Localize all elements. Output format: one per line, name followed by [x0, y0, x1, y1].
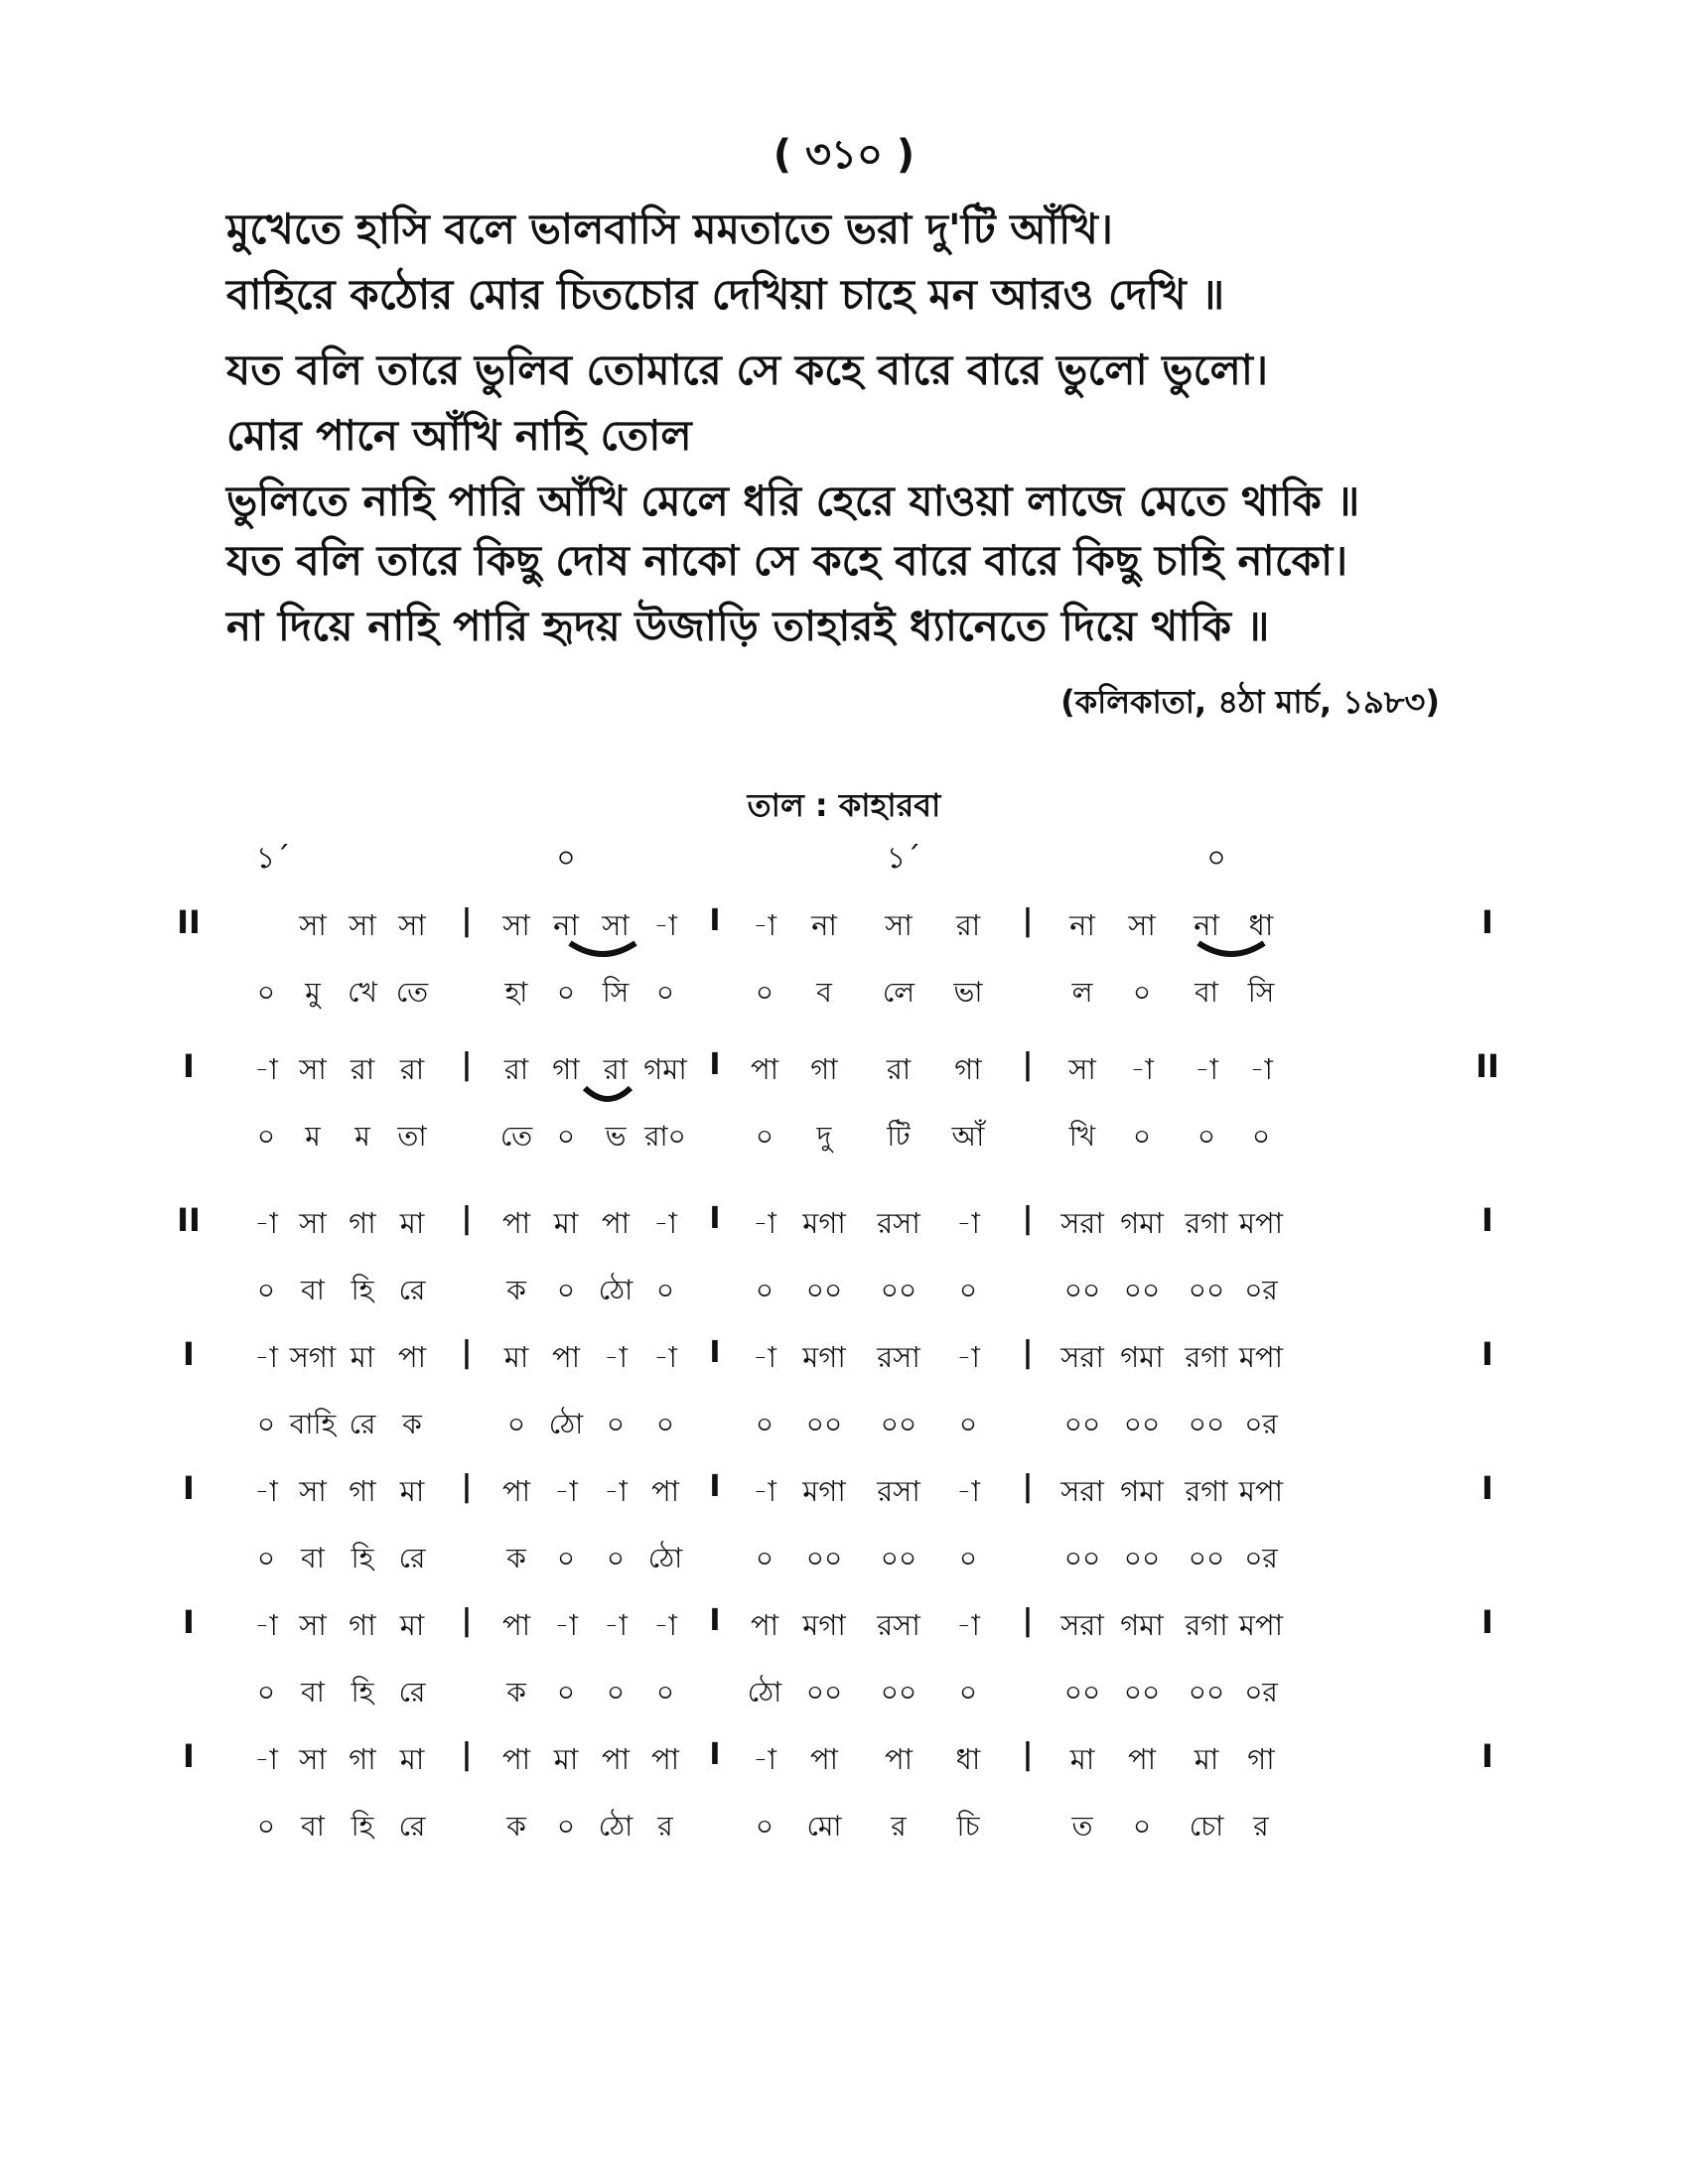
swara-note: গমা — [1120, 1206, 1164, 1240]
swara-note: সা — [1128, 908, 1156, 942]
row-start-bar: I — [183, 1603, 195, 1641]
swara-note: রসা — [877, 1608, 920, 1642]
lyric-syllable: ০ — [606, 1542, 626, 1574]
swara-note: ধা — [955, 1742, 981, 1776]
lyric-syllable: ক — [506, 1274, 526, 1306]
poem-line: বাহিরে কঠোর মোর চিতচোর দেখিয়া চাহে মন আরও দেখি ॥ — [226, 270, 1225, 319]
lyric-syllable: ঠো — [598, 1810, 633, 1843]
lyric-syllable: ০ — [755, 1274, 774, 1306]
lyric-syllable: র — [657, 1810, 673, 1843]
swara-note: গা — [1247, 1742, 1275, 1776]
lyric-syllable: আঁ — [951, 1120, 985, 1153]
swara-note: সা — [299, 908, 327, 942]
lyric-syllable: ০০ — [880, 1542, 917, 1574]
lyric-syllable: ব — [816, 976, 832, 1009]
swara-note: না — [811, 908, 837, 942]
lyric-syllable: ০ — [1196, 1120, 1216, 1153]
lyric-syllable: ০ — [256, 1120, 276, 1153]
lyric-syllable: চি — [956, 1810, 980, 1843]
bar-line: | — [461, 903, 473, 938]
lyric-syllable: ক — [506, 1676, 526, 1708]
lyric-syllable: ০র — [1244, 1274, 1278, 1306]
page-number: ( ৩১০ ) — [773, 132, 915, 178]
lyric-syllable: ০র — [1244, 1408, 1278, 1440]
bar-line: | — [1022, 1603, 1034, 1638]
row-start-bar: I — [183, 1047, 195, 1085]
swara-note: -া — [753, 908, 776, 942]
swara-note: গা — [349, 1742, 376, 1776]
swara-note: সগা — [289, 1340, 337, 1374]
lyric-syllable: ০০ — [805, 1408, 843, 1440]
swara-note: গা — [349, 1608, 376, 1642]
tala-heading: তাল : কাহারবা — [747, 786, 941, 824]
bar-line: I — [709, 1469, 721, 1504]
swara-note: সা — [502, 908, 530, 942]
swara-note: পা — [750, 1052, 779, 1086]
swara-note: -া — [604, 1340, 628, 1374]
lyric-syllable: ০ — [1132, 1810, 1152, 1843]
lyric-syllable: দু — [816, 1120, 832, 1153]
bar-line: | — [1022, 1047, 1034, 1082]
lyric-syllable: ০ — [958, 1274, 978, 1306]
poem-line: যত বলি তারে ভুলিব তোমারে সে কহে বারে বারে ভুলো ভুলো। — [226, 345, 1268, 394]
swara-note: -া — [1130, 1052, 1154, 1086]
lyric-syllable: মু — [305, 976, 321, 1009]
lyric-syllable: ০ — [506, 1408, 526, 1440]
lyric-syllable: ০০ — [1188, 1542, 1225, 1574]
lyric-syllable: ০০ — [880, 1676, 917, 1708]
row-end-bar: I — [1481, 1201, 1493, 1239]
swara-note: গমা — [1120, 1474, 1164, 1508]
swara-note: রা — [603, 1052, 629, 1086]
lyric-syllable: হি — [351, 1810, 374, 1843]
lyric-syllable: হা — [504, 976, 528, 1009]
bar-line: | — [1022, 1469, 1034, 1504]
lyric-syllable: রে — [398, 1810, 426, 1843]
lyric-syllable: ০০ — [1063, 1408, 1101, 1440]
slur-mark — [568, 939, 637, 963]
swara-note: পা — [601, 1206, 631, 1240]
lyric-syllable: খি — [1068, 1120, 1096, 1153]
lyric-syllable: তে — [395, 976, 429, 1009]
swara-note: পা — [501, 1608, 531, 1642]
swara-note: পা — [750, 1608, 779, 1642]
lyric-syllable: তে — [499, 1120, 533, 1153]
bar-line: | — [1022, 1335, 1034, 1370]
lyric-syllable: ০ — [556, 1810, 576, 1843]
swara-note: -া — [956, 1608, 980, 1642]
swara-note: -া — [554, 1474, 578, 1508]
lyric-syllable: ০ — [1132, 976, 1152, 1009]
bar-line: I — [709, 1603, 721, 1638]
swara-note: রা — [503, 1052, 529, 1086]
swara-note: রসা — [877, 1206, 920, 1240]
stanza-1 — [226, 197, 1497, 328]
notation-grid — [0, 834, 1688, 1985]
beat-marker: ১´ — [255, 841, 291, 876]
swara-note: -া — [554, 1608, 578, 1642]
bar-line: | — [461, 1047, 473, 1082]
lyric-syllable: ০০ — [1063, 1542, 1101, 1574]
swara-note: পা — [650, 1742, 680, 1776]
lyric-syllable: হি — [351, 1542, 374, 1574]
swara-note: -া — [653, 1340, 677, 1374]
row-start-bar: I — [183, 1335, 195, 1373]
swara-note: মা — [1069, 1742, 1095, 1776]
row-end-bar: I — [1481, 1603, 1493, 1641]
swara-note: না — [553, 908, 579, 942]
swara-note: মা — [399, 1206, 425, 1240]
swara-note: -া — [956, 1474, 980, 1508]
bar-line: | — [461, 1603, 473, 1638]
swara-note: -া — [254, 1608, 278, 1642]
lyric-syllable: ০০ — [805, 1676, 843, 1708]
row-end-bar: II — [1476, 1047, 1499, 1085]
lyric-syllable: ০ — [556, 1274, 576, 1306]
swara-note: সা — [602, 908, 630, 942]
lyric-syllable: ০০ — [805, 1274, 843, 1306]
swara-note: রগা — [1185, 1340, 1228, 1374]
swara-note: পা — [1127, 1742, 1157, 1776]
swara-note: মা — [553, 1742, 579, 1776]
lyric-syllable: ক — [402, 1408, 422, 1440]
bar-line: I — [709, 1737, 721, 1772]
swara-note: পা — [601, 1742, 631, 1776]
swara-note: রগা — [1185, 1608, 1228, 1642]
lyric-syllable: ০ — [958, 1408, 978, 1440]
swara-note: -া — [753, 1474, 776, 1508]
swara-note: রা — [886, 1052, 912, 1086]
stanza-3 — [226, 528, 1497, 659]
swara-note: না — [1194, 908, 1219, 942]
poem-line: মুখেতে হাসি বলে ভালবাসি মমতাতে ভরা দু'টি আঁখি। — [226, 205, 1113, 253]
swara-note: রসা — [877, 1340, 920, 1374]
swara-note: -া — [604, 1474, 628, 1508]
lyric-syllable: ০০ — [880, 1408, 917, 1440]
swara-note: মা — [399, 1742, 425, 1776]
swara-note: রসা — [877, 1474, 920, 1508]
swara-note: গমা — [1120, 1340, 1164, 1374]
swara-note: সরা — [1060, 1340, 1104, 1374]
lyric-syllable: বা — [301, 1810, 325, 1843]
swara-note: গা — [810, 1052, 838, 1086]
swara-note: পা — [551, 1340, 581, 1374]
swara-note: সরা — [1060, 1608, 1104, 1642]
lyric-syllable: ০ — [655, 1408, 675, 1440]
swara-note: পা — [501, 1742, 531, 1776]
lyric-syllable: ০০ — [805, 1542, 843, 1574]
bar-line: | — [461, 1335, 473, 1370]
lyric-syllable: বা — [1195, 976, 1218, 1009]
lyric-syllable: ০ — [655, 976, 675, 1009]
swara-note: গা — [954, 1052, 982, 1086]
lyric-syllable: ০ — [755, 976, 774, 1009]
lyric-syllable: ০ — [755, 1120, 774, 1153]
lyric-syllable: ০ — [755, 1408, 774, 1440]
lyric-syllable: বা — [301, 1542, 325, 1574]
lyric-syllable: রে — [398, 1676, 426, 1708]
swara-note: মগা — [802, 1206, 846, 1240]
lyric-syllable: ০ — [958, 1542, 978, 1574]
slur-mark — [583, 1084, 633, 1108]
swara-note: মা — [1194, 1742, 1219, 1776]
swara-note: -া — [254, 1052, 278, 1086]
lyric-syllable: ঠো — [598, 1274, 633, 1306]
lyric-syllable: ঠো — [747, 1676, 782, 1708]
bar-line: I — [709, 1335, 721, 1370]
row-end-bar: I — [1481, 1737, 1493, 1775]
bar-line: | — [1022, 903, 1034, 938]
swara-note: সা — [299, 1608, 327, 1642]
swara-note: পা — [397, 1340, 427, 1374]
row-end-bar: I — [1481, 1335, 1493, 1373]
swara-note: মপা — [1238, 1206, 1284, 1240]
swara-note: ধা — [1248, 908, 1274, 942]
bar-line: | — [1022, 1737, 1034, 1772]
lyric-syllable: বাহি — [289, 1408, 337, 1440]
lyric-syllable: তা — [397, 1120, 427, 1153]
swara-note: -া — [753, 1206, 776, 1240]
swara-note: সা — [349, 908, 376, 942]
poem-line: যত বলি তারে কিছু দোষ নাকো সে কহে বারে বারে কিছু চাহি নাকো। — [226, 536, 1348, 585]
swara-note: সরা — [1060, 1206, 1104, 1240]
slur-mark — [1196, 939, 1266, 963]
poem-line: ভুলিতে নাহি পারি আঁখি মেলে ধরি হেরে যাওয়া লাজে মেতে থাকি ॥ — [226, 477, 1360, 525]
swara-note: -া — [956, 1206, 980, 1240]
swara-note: গা — [349, 1474, 376, 1508]
signature: (কলিকাতা, ৪ঠা মার্চ, ১৯৮৩) — [1060, 683, 1440, 721]
lyric-syllable: ০০ — [1188, 1274, 1225, 1306]
swara-note: সা — [885, 908, 913, 942]
lyric-syllable: ০ — [556, 1676, 576, 1708]
lyric-syllable: ০র — [1244, 1542, 1278, 1574]
row-start-bar: II — [177, 903, 201, 941]
lyric-syllable: ০০ — [1063, 1274, 1101, 1306]
swara-note: রগা — [1185, 1206, 1228, 1240]
bar-line: I — [709, 1047, 721, 1082]
lyric-syllable: ম — [305, 1120, 321, 1153]
row-start-bar: I — [183, 1469, 195, 1507]
swara-note: গা — [552, 1052, 580, 1086]
swara-note: -া — [254, 1206, 278, 1240]
swara-note: -া — [653, 1608, 677, 1642]
lyric-syllable: ঠো — [647, 1542, 683, 1574]
lyric-syllable: ল — [1071, 976, 1093, 1009]
lyric-syllable: হি — [351, 1676, 374, 1708]
lyric-syllable: টি — [887, 1120, 911, 1153]
lyric-syllable: ০০ — [1188, 1408, 1225, 1440]
swara-note: মা — [503, 1340, 529, 1374]
swara-note: -া — [753, 1742, 776, 1776]
lyric-syllable: রা০ — [644, 1120, 686, 1153]
lyric-syllable: র — [1253, 1810, 1269, 1843]
swara-note: -া — [753, 1340, 776, 1374]
row-end-bar: I — [1481, 903, 1493, 941]
lyric-syllable: ০০ — [880, 1274, 917, 1306]
lyric-syllable: ০ — [606, 1408, 626, 1440]
lyric-syllable: ০০ — [1123, 1274, 1161, 1306]
swara-note: মপা — [1238, 1608, 1284, 1642]
lyric-syllable: ০ — [958, 1676, 978, 1708]
lyric-syllable: চো — [1189, 1810, 1224, 1843]
lyric-syllable: ০ — [1132, 1120, 1152, 1153]
lyric-syllable: ০ — [256, 1810, 276, 1843]
swara-note: পা — [884, 1742, 914, 1776]
lyric-syllable: ০ — [655, 1274, 675, 1306]
row-end-bar: I — [1481, 1469, 1493, 1507]
lyric-syllable: ০০ — [1123, 1542, 1161, 1574]
lyric-syllable: সি — [602, 976, 630, 1009]
poem-line: মোর পানে আঁখি নাহি তোল — [226, 411, 692, 460]
lyric-syllable: ০ — [556, 1542, 576, 1574]
swara-note: মপা — [1238, 1340, 1284, 1374]
lyric-syllable: ০ — [755, 1542, 774, 1574]
lyric-syllable: বা — [301, 1274, 325, 1306]
lyric-syllable: ০ — [1251, 1120, 1271, 1153]
lyric-syllable: ০র — [1244, 1676, 1278, 1708]
lyric-syllable: ঠো — [548, 1408, 584, 1440]
row-start-bar: I — [183, 1737, 195, 1775]
swara-note: -া — [653, 1206, 677, 1240]
swara-note: -া — [1249, 1052, 1273, 1086]
swara-note: রগা — [1185, 1474, 1228, 1508]
swara-note: সা — [299, 1474, 327, 1508]
swara-note: না — [1069, 908, 1095, 942]
swara-note: পা — [650, 1474, 680, 1508]
beat-marker: ০ — [1206, 841, 1226, 876]
swara-note: রা — [350, 1052, 375, 1086]
swara-note: -া — [254, 1474, 278, 1508]
lyric-syllable: মো — [806, 1810, 842, 1843]
lyric-syllable: ০ — [606, 1676, 626, 1708]
lyric-syllable: হি — [351, 1274, 374, 1306]
swara-note: সা — [1068, 1052, 1096, 1086]
swara-note: পা — [809, 1742, 839, 1776]
lyric-syllable: খে — [348, 976, 377, 1009]
swara-note: -া — [254, 1340, 278, 1374]
beat-marker: ০ — [556, 841, 576, 876]
beat-marker: ১´ — [886, 841, 921, 876]
lyric-syllable: ০ — [256, 1274, 276, 1306]
bar-line: | — [461, 1201, 473, 1236]
lyric-syllable: ০ — [755, 1810, 774, 1843]
swara-note: মা — [399, 1474, 425, 1508]
lyric-syllable: ত — [1071, 1810, 1093, 1843]
swara-note: পা — [501, 1206, 531, 1240]
lyric-syllable: ভা — [953, 976, 983, 1009]
swara-note: মা — [553, 1206, 579, 1240]
swara-note: গমা — [643, 1052, 687, 1086]
lyric-syllable: লে — [882, 976, 915, 1009]
bar-line: | — [461, 1737, 473, 1772]
swara-note: মগা — [802, 1340, 846, 1374]
swara-note: সা — [299, 1742, 327, 1776]
swara-note: মগা — [802, 1608, 846, 1642]
lyric-syllable: সি — [1247, 976, 1275, 1009]
swara-note: -া — [1195, 1052, 1218, 1086]
lyric-syllable: ০০ — [1188, 1676, 1225, 1708]
swara-note: মা — [399, 1608, 425, 1642]
swara-note: গা — [349, 1206, 376, 1240]
lyric-syllable: ক — [506, 1810, 526, 1843]
lyric-syllable: ম — [354, 1120, 370, 1153]
swara-note: মা — [350, 1340, 375, 1374]
lyric-syllable: ০ — [256, 976, 276, 1009]
swara-note: -া — [956, 1340, 980, 1374]
swara-note: মগা — [802, 1474, 846, 1508]
swara-note: সা — [398, 908, 426, 942]
lyric-syllable: ০০ — [1123, 1408, 1161, 1440]
bar-line: | — [1022, 1201, 1034, 1236]
lyric-syllable: বা — [301, 1676, 325, 1708]
swara-note: -া — [653, 908, 677, 942]
lyric-syllable: রে — [398, 1542, 426, 1574]
swara-note: সা — [299, 1206, 327, 1240]
swara-note: -া — [604, 1608, 628, 1642]
lyric-syllable: রে — [349, 1408, 376, 1440]
swara-note: সরা — [1060, 1474, 1104, 1508]
lyric-syllable: ০ — [556, 1120, 576, 1153]
swara-note: পা — [501, 1474, 531, 1508]
lyric-syllable: ০ — [256, 1408, 276, 1440]
bar-line: I — [709, 903, 721, 938]
swara-note: -া — [254, 1742, 278, 1776]
bar-line: | — [461, 1469, 473, 1504]
lyric-syllable: ০০ — [1063, 1676, 1101, 1708]
lyric-syllable: ক — [506, 1542, 526, 1574]
stanza-2 — [226, 338, 1497, 534]
swara-note: মপা — [1238, 1474, 1284, 1508]
swara-note: সা — [299, 1052, 327, 1086]
lyric-syllable: ০ — [655, 1676, 675, 1708]
lyric-syllable: ০ — [256, 1542, 276, 1574]
swara-note: রা — [399, 1052, 425, 1086]
lyric-syllable: ০ — [556, 976, 576, 1009]
lyric-syllable: ০ — [256, 1676, 276, 1708]
swara-note: গমা — [1120, 1608, 1164, 1642]
row-start-bar: II — [177, 1201, 201, 1239]
lyric-syllable: র — [891, 1810, 907, 1843]
poem-line: না দিয়ে নাহি পারি হৃদয় উজাড়ি তাহারই ধ্যানেতে দিয়ে থাকি ॥ — [226, 602, 1270, 650]
swara-note: রা — [955, 908, 981, 942]
lyric-syllable: রে — [398, 1274, 426, 1306]
lyric-syllable: ভ — [605, 1120, 627, 1153]
lyric-syllable: ০০ — [1123, 1676, 1161, 1708]
bar-line: I — [709, 1201, 721, 1236]
